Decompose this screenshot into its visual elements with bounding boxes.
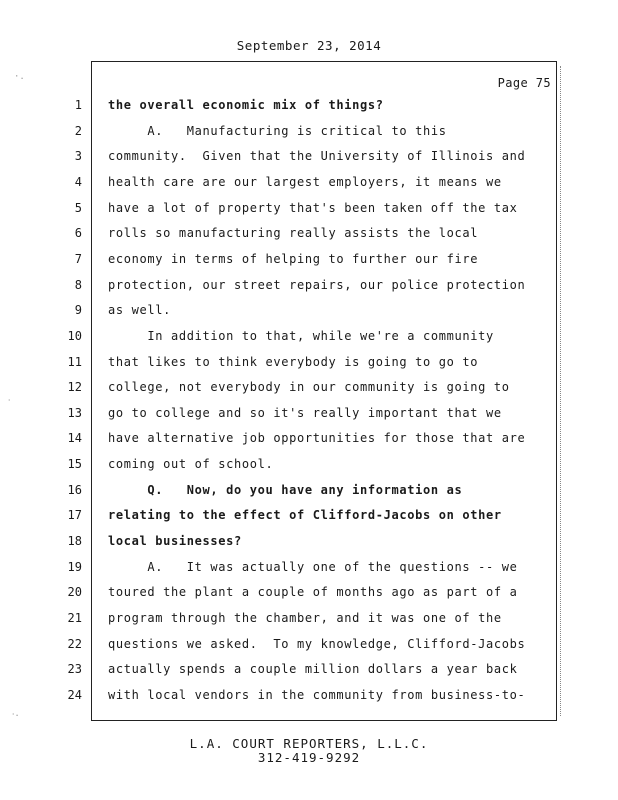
scan-speck: ⸳ xyxy=(8,395,11,405)
line-number: 6 xyxy=(74,226,82,240)
line-number: 21 xyxy=(67,611,82,625)
transcript-line: protection, our street repairs, our police protection xyxy=(108,278,526,292)
transcript-line: with local vendors in the community from business-to- xyxy=(108,688,526,702)
transcript-line: In addition to that, while we're a community xyxy=(108,329,494,343)
line-number: 11 xyxy=(67,355,82,369)
transcript-line: toured the plant a couple of months ago as part of a xyxy=(108,585,518,599)
transcript-line: the overall economic mix of things? xyxy=(108,98,384,112)
scan-speck: ⸳. xyxy=(12,709,20,719)
line-number: 9 xyxy=(74,303,82,317)
transcript-line: economy in terms of helping to further our fire xyxy=(108,252,479,266)
transcript-line: coming out of school. xyxy=(108,457,274,471)
line-number: 3 xyxy=(74,149,82,163)
transcript-line: that likes to think everybody is going to go to xyxy=(108,355,479,369)
line-number: 13 xyxy=(67,406,82,420)
line-number: 4 xyxy=(74,175,82,189)
line-number: 10 xyxy=(67,329,82,343)
line-number: 2 xyxy=(74,124,82,138)
line-number: 20 xyxy=(67,585,82,599)
transcript-date: September 23, 2014 xyxy=(236,38,382,53)
transcript-line: A. Manufacturing is critical to this xyxy=(108,124,447,138)
scan-speck: ·. xyxy=(14,72,25,82)
line-number: 16 xyxy=(67,483,82,497)
line-number: 22 xyxy=(67,637,82,651)
line-number: 7 xyxy=(74,252,82,266)
line-number: 1 xyxy=(74,98,82,112)
line-number: 23 xyxy=(67,662,82,676)
transcript-line: rolls so manufacturing really assists the local xyxy=(108,226,479,240)
court-reporter-phone: 312-419-9292 xyxy=(257,750,361,765)
transcript-line: relating to the effect of Clifford-Jacobs on other xyxy=(108,508,502,522)
transcript-line: A. It was actually one of the questions -- we xyxy=(108,560,518,574)
line-number: 5 xyxy=(74,201,82,215)
line-number: 8 xyxy=(74,278,82,292)
transcript-line: have a lot of property that's been taken off the tax xyxy=(108,201,518,215)
line-number: 17 xyxy=(67,508,82,522)
page-number: Page 75 xyxy=(497,76,551,90)
line-number: 19 xyxy=(67,560,82,574)
transcript-line: questions we asked. To my knowledge, Clifford-Jacobs xyxy=(108,637,526,651)
line-number: 12 xyxy=(67,380,82,394)
transcript-line: local businesses? xyxy=(108,534,242,548)
transcript-line: Q. Now, do you have any information as xyxy=(108,483,463,497)
transcript-line: actually spends a couple million dollars a year back xyxy=(108,662,518,676)
transcript-line: go to college and so it's really important that we xyxy=(108,406,502,420)
line-number: 15 xyxy=(67,457,82,471)
line-number: 14 xyxy=(67,431,82,445)
transcript-line: have alternative job opportunities for those that are xyxy=(108,431,526,445)
transcript-line: college, not everybody in our community is going to xyxy=(108,380,510,394)
line-number: 18 xyxy=(67,534,82,548)
transcript-line: program through the chamber, and it was one of the xyxy=(108,611,502,625)
transcript-line: as well. xyxy=(108,303,171,317)
court-reporter-name: L.A. COURT REPORTERS, L.L.C. xyxy=(189,736,429,751)
transcript-line: health care are our largest employers, it means we xyxy=(108,175,502,189)
transcript-line: community. Given that the University of Illinois and xyxy=(108,149,526,163)
line-number: 24 xyxy=(67,688,82,702)
